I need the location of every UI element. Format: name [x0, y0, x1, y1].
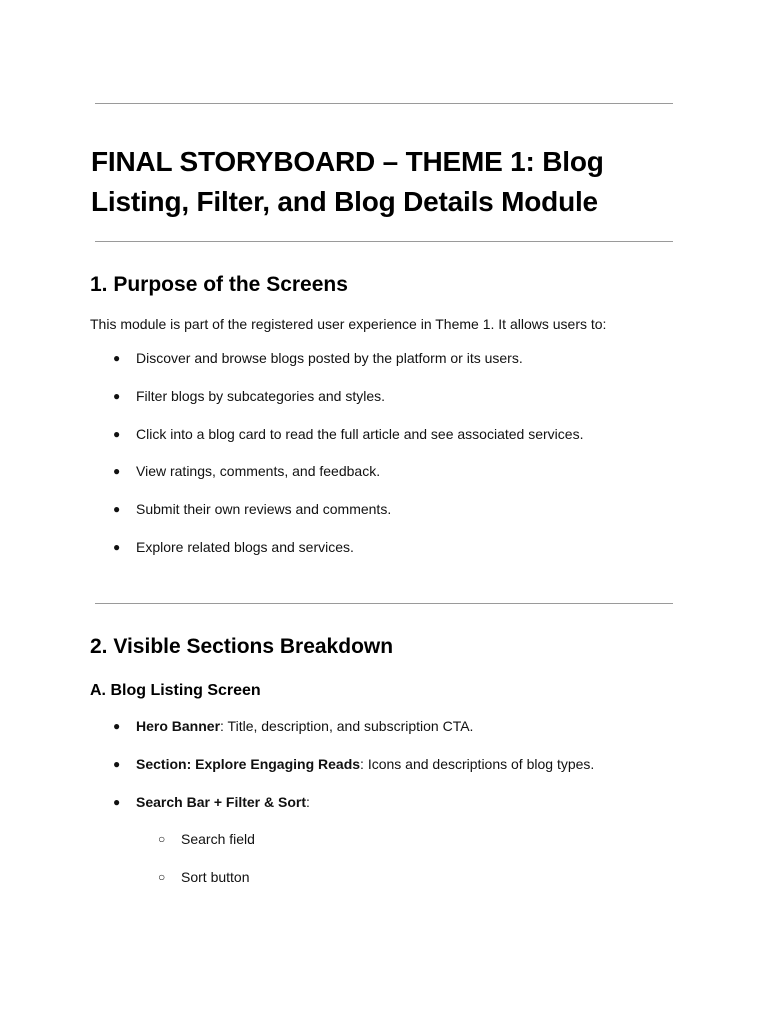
- list-item-description: : Title, description, and subscription CTA.: [220, 718, 474, 734]
- bullet-icon: ●: [113, 502, 121, 516]
- hollow-bullet-icon: ○: [158, 870, 166, 884]
- list-item-description: :: [306, 794, 310, 810]
- bullet-icon: ●: [113, 351, 121, 365]
- list-item-text: Click into a blog card to read the full article and see associated services.: [136, 426, 584, 442]
- hollow-bullet-icon: ○: [158, 832, 166, 846]
- list-item-description: : Icons and descriptions of blog types.: [360, 756, 595, 772]
- horizontal-rule: [95, 241, 673, 242]
- section-heading: 2. Visible Sections Breakdown: [90, 635, 394, 658]
- bullet-icon: ●: [113, 719, 121, 733]
- horizontal-rule: [95, 103, 673, 104]
- list-item-text: View ratings, comments, and feedback.: [136, 463, 381, 479]
- sub-list-item-text: Search field: [181, 831, 255, 847]
- bullet-icon: ●: [113, 795, 121, 809]
- list-item-label: Hero Banner: [136, 718, 221, 734]
- page-title: FINAL STORYBOARD – THEME 1: Blog Listing, Filter, and Blog Details Module: [91, 146, 604, 217]
- list-item-text: [136, 755, 594, 773]
- bullet-icon: ●: [113, 757, 121, 771]
- list-item-text: Filter blogs by subcategories and styles.: [136, 388, 386, 404]
- list-item-text: Discover and browse blogs posted by the platform or its users.: [136, 350, 523, 366]
- bullet-icon: ●: [113, 389, 121, 403]
- list-item-text: Explore related blogs and services.: [136, 539, 354, 555]
- subsection-heading: A. Blog Listing Screen: [90, 682, 261, 699]
- list-item-label: Search Bar + Filter & Sort: [136, 794, 307, 810]
- horizontal-rule: [95, 603, 673, 604]
- list-item-label: Section: Explore Engaging Reads: [136, 756, 361, 772]
- list-item-text: Submit their own reviews and comments.: [136, 501, 392, 517]
- bullet-icon: ●: [113, 540, 121, 554]
- section-intro-paragraph: This module is part of the registered user experience in Theme 1. It allows users to:: [90, 316, 607, 332]
- list-item-text: [136, 793, 310, 811]
- section-heading: 1. Purpose of the Screens: [90, 273, 348, 296]
- list-item-text: [136, 717, 473, 735]
- bullet-icon: ●: [113, 427, 121, 441]
- bullet-icon: ●: [113, 464, 121, 478]
- sub-list-item-text: Sort button: [181, 869, 250, 885]
